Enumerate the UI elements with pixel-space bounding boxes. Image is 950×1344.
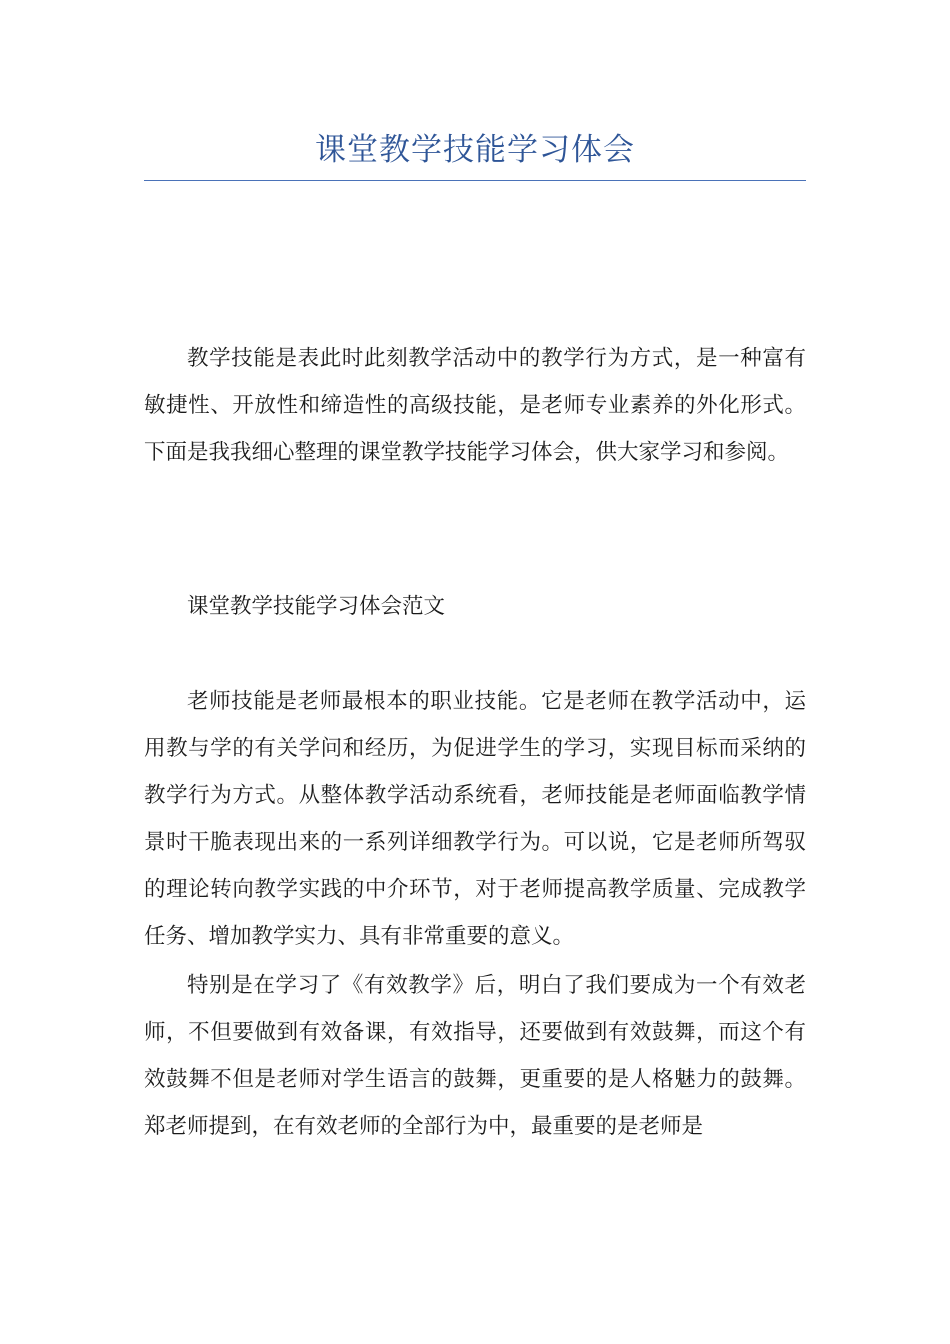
section-subheading: 课堂教学技能学习体会范文	[187, 594, 446, 619]
intro-paragraph: 教学技能是表此时此刻教学活动中的教学行为方式，是一种富有敏捷性、开放性和缔造性的高级技能，是老师专业素养的外化形式。下面是我我细心整理的课堂教学技能学习体会，供大家学习和参阅。	[144, 346, 806, 465]
body-paragraph-2: 特别是在学习了《有效教学》后，明白了我们要成为一个有效老师，不但要做到有效备课，有效指导，还要做到有效鼓舞，而这个有效鼓舞不但是老师对学生语言的鼓舞，更重要的是人格魅力的鼓舞。郑老师提到，在有效老师的全部行为中，最重要的是老师是	[144, 973, 806, 1139]
title-underline	[144, 180, 806, 181]
document-title: 课堂教学技能学习体会	[315, 132, 635, 168]
body-paragraph-1: 老师技能是老师最根本的职业技能。它是老师在教学活动中，运用教与学的有关学问和经历，为促进学生的学习，实现目标而采纳的教学行为方式。从整体教学活动系统看，老师技能是老师面临教学情景时干脆表现出来的一系列详细教学行为。可以说，它是老师所驾驭的理论转向教学实践的中介环节，对于老师提高教学质量、完成教学任务、增加教学实力、具有非常重要的意义。	[144, 689, 806, 949]
